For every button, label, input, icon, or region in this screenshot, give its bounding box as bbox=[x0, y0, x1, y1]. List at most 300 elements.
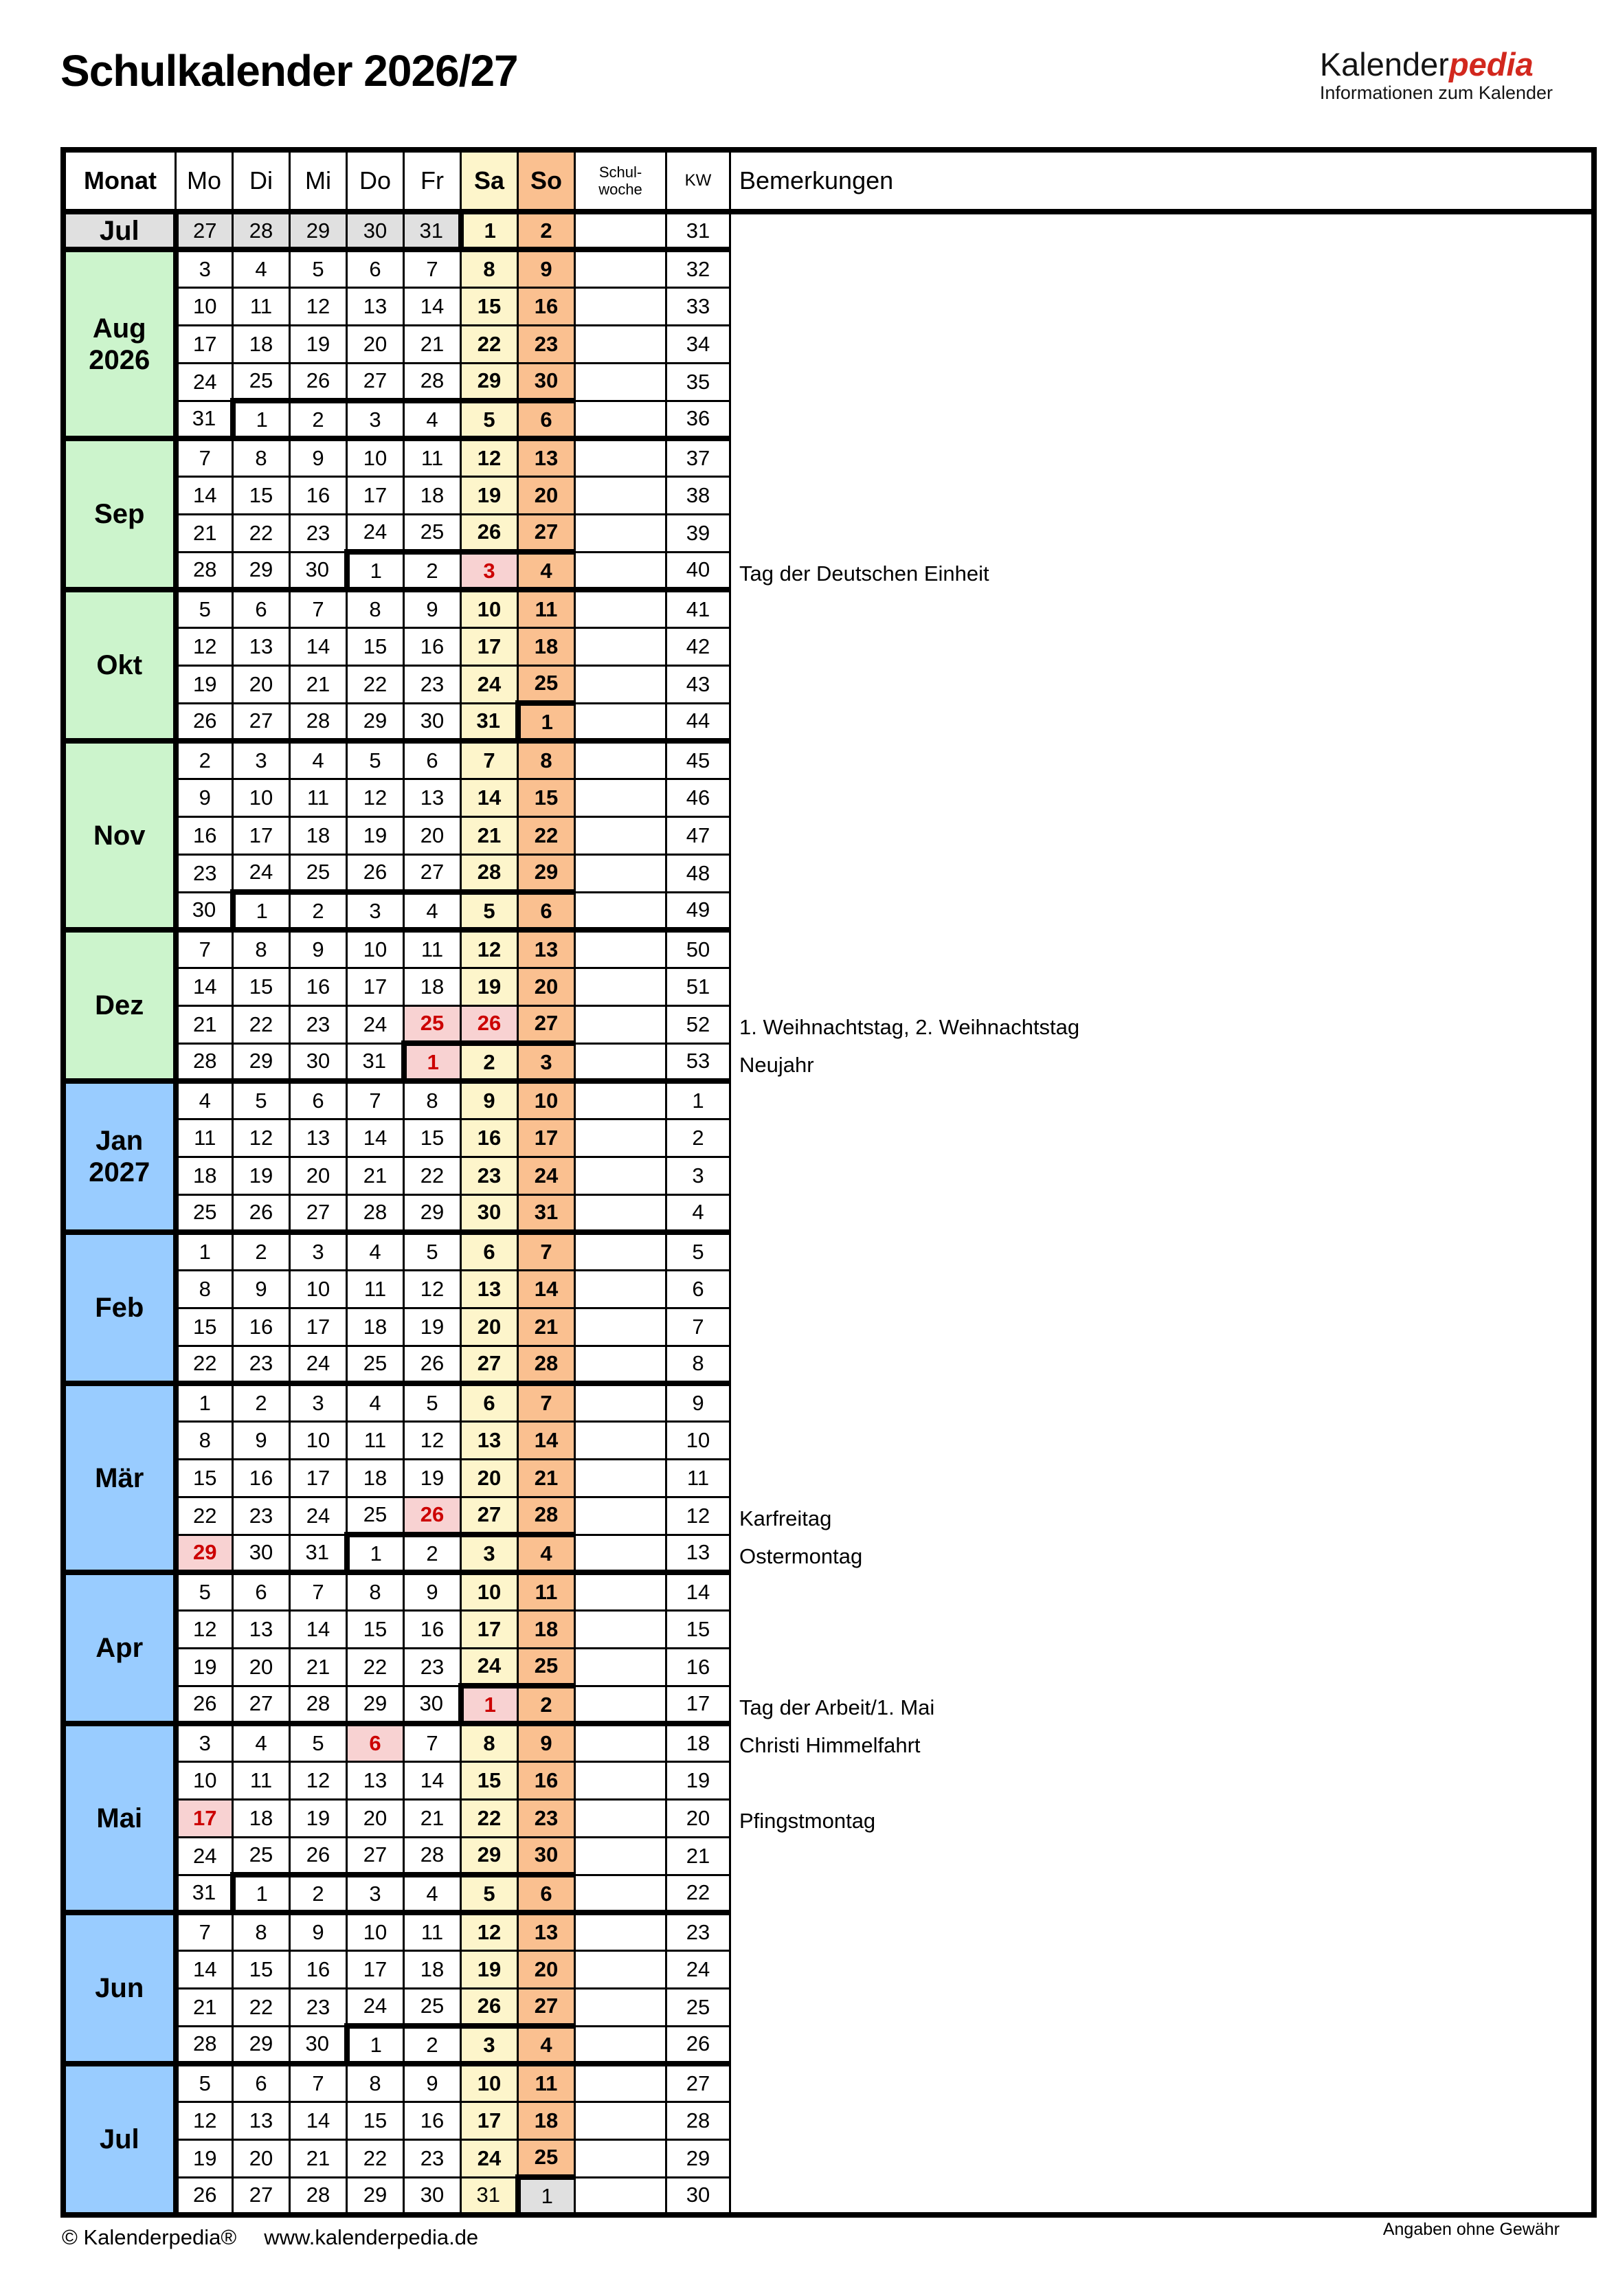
day-cell: 14 bbox=[176, 476, 233, 514]
day-cell: 25 bbox=[290, 854, 347, 892]
schulwoche-cell bbox=[575, 1232, 666, 1270]
schulwoche-cell bbox=[575, 212, 666, 249]
day-cell: 23 bbox=[233, 1346, 290, 1383]
schulwoche-cell bbox=[575, 741, 666, 779]
schulwoche-cell bbox=[575, 627, 666, 665]
month-cell-sep: Sep bbox=[63, 438, 176, 590]
kw-cell: 25 bbox=[666, 1988, 730, 2026]
day-cell: 17 bbox=[176, 325, 233, 363]
day-cell: 23 bbox=[290, 1005, 347, 1043]
day-cell: 28 bbox=[518, 1346, 575, 1383]
day-cell: 15 bbox=[347, 1610, 404, 1648]
day-cell: 28 bbox=[518, 1497, 575, 1535]
day-cell: 15 bbox=[347, 627, 404, 665]
day-cell: 2 bbox=[518, 1686, 575, 1724]
month-cell-jul: Jul bbox=[63, 2064, 176, 2215]
day-cell: 8 bbox=[176, 1270, 233, 1308]
header-day-so: So bbox=[518, 150, 575, 212]
day-cell: 9 bbox=[290, 438, 347, 476]
day-cell: 11 bbox=[404, 930, 461, 968]
day-cell: 11 bbox=[518, 1572, 575, 1610]
day-cell: 13 bbox=[347, 287, 404, 325]
day-cell: 15 bbox=[347, 2102, 404, 2139]
schulwoche-cell bbox=[575, 1572, 666, 1610]
kw-cell: 33 bbox=[666, 287, 730, 325]
day-cell: 13 bbox=[233, 627, 290, 665]
day-cell: 9 bbox=[290, 1913, 347, 1950]
day-cell: 21 bbox=[518, 1459, 575, 1497]
day-cell: 22 bbox=[518, 816, 575, 854]
day-cell: 24 bbox=[461, 2139, 518, 2177]
day-cell: 27 bbox=[233, 2177, 290, 2215]
holiday-remark: Neujahr bbox=[739, 1053, 814, 1077]
day-cell: 12 bbox=[404, 1270, 461, 1308]
day-cell: 17 bbox=[461, 627, 518, 665]
day-cell: 9 bbox=[461, 1081, 518, 1119]
day-cell: 28 bbox=[176, 1043, 233, 1081]
day-cell: 17 bbox=[233, 816, 290, 854]
day-cell: 7 bbox=[461, 741, 518, 779]
day-cell: 4 bbox=[347, 1232, 404, 1270]
kw-cell: 50 bbox=[666, 930, 730, 968]
holiday-remark: Tag der Arbeit/1. Mai bbox=[739, 1695, 935, 1719]
day-cell: 4 bbox=[404, 401, 461, 438]
day-cell: 2 bbox=[290, 892, 347, 930]
day-cell: 25 bbox=[176, 1194, 233, 1232]
kw-cell: 2 bbox=[666, 1119, 730, 1157]
day-cell: 23 bbox=[404, 665, 461, 703]
day-cell: 6 bbox=[233, 590, 290, 627]
day-cell: 16 bbox=[404, 2102, 461, 2139]
day-cell: 22 bbox=[461, 1799, 518, 1837]
day-cell: 5 bbox=[404, 1232, 461, 1270]
header-monat: Monat bbox=[63, 150, 176, 212]
day-cell: 21 bbox=[176, 1005, 233, 1043]
day-cell: 6 bbox=[404, 741, 461, 779]
day-cell: 4 bbox=[404, 1875, 461, 1913]
day-cell: 7 bbox=[176, 438, 233, 476]
kw-cell: 36 bbox=[666, 401, 730, 438]
logo-text-black: Kalender bbox=[1319, 46, 1449, 82]
day-cell: 28 bbox=[176, 2026, 233, 2064]
day-cell: 25 bbox=[518, 1648, 575, 1686]
day-cell: 10 bbox=[290, 1270, 347, 1308]
page-title: Schulkalender 2026/27 bbox=[60, 46, 518, 96]
day-cell: 8 bbox=[233, 438, 290, 476]
day-cell: 24 bbox=[518, 1157, 575, 1194]
day-cell: 24 bbox=[290, 1497, 347, 1535]
day-cell: 22 bbox=[176, 1497, 233, 1535]
day-cell: 2 bbox=[233, 1383, 290, 1421]
day-cell: 19 bbox=[233, 1157, 290, 1194]
day-cell: 18 bbox=[290, 816, 347, 854]
day-cell: 17 bbox=[290, 1308, 347, 1346]
day-cell: 29 bbox=[461, 363, 518, 401]
schulwoche-cell bbox=[575, 2177, 666, 2215]
kw-cell: 39 bbox=[666, 514, 730, 552]
day-cell: 25 bbox=[347, 1497, 404, 1535]
day-cell: 16 bbox=[404, 627, 461, 665]
day-cell: 6 bbox=[233, 1572, 290, 1610]
day-cell: 3 bbox=[461, 2026, 518, 2064]
day-cell: 24 bbox=[461, 665, 518, 703]
day-cell: 28 bbox=[347, 1194, 404, 1232]
month-cell-apr: Apr bbox=[63, 1572, 176, 1724]
day-cell: 8 bbox=[518, 741, 575, 779]
day-cell: 3 bbox=[461, 1535, 518, 1572]
day-cell: 20 bbox=[404, 816, 461, 854]
day-cell: 28 bbox=[290, 2177, 347, 2215]
day-cell: 2 bbox=[290, 401, 347, 438]
day-cell: 30 bbox=[347, 212, 404, 249]
day-cell: 3 bbox=[290, 1232, 347, 1270]
day-cell: 17 bbox=[347, 1950, 404, 1988]
kw-cell: 19 bbox=[666, 1761, 730, 1799]
day-cell: 29 bbox=[233, 552, 290, 590]
day-cell: 14 bbox=[404, 1761, 461, 1799]
day-cell: 20 bbox=[461, 1459, 518, 1497]
day-cell: 18 bbox=[404, 476, 461, 514]
day-cell: 16 bbox=[518, 287, 575, 325]
day-cell: 18 bbox=[233, 1799, 290, 1837]
day-cell: 22 bbox=[233, 514, 290, 552]
kw-cell: 38 bbox=[666, 476, 730, 514]
day-cell: 21 bbox=[176, 1988, 233, 2026]
kw-cell: 4 bbox=[666, 1194, 730, 1232]
day-cell: 30 bbox=[290, 1043, 347, 1081]
day-cell: 21 bbox=[347, 1157, 404, 1194]
header-day-do: Do bbox=[347, 150, 404, 212]
day-cell: 5 bbox=[290, 249, 347, 287]
day-cell: 5 bbox=[176, 2064, 233, 2102]
schulwoche-cell bbox=[575, 552, 666, 590]
day-cell: 30 bbox=[461, 1194, 518, 1232]
day-cell: 28 bbox=[290, 703, 347, 741]
month-cell-dez: Dez bbox=[63, 930, 176, 1081]
day-cell: 12 bbox=[290, 1761, 347, 1799]
day-cell: 23 bbox=[518, 325, 575, 363]
day-cell: 16 bbox=[290, 476, 347, 514]
day-cell: 7 bbox=[176, 930, 233, 968]
day-cell: 11 bbox=[176, 1119, 233, 1157]
schulwoche-cell bbox=[575, 930, 666, 968]
header-row bbox=[63, 150, 1594, 212]
day-cell: 12 bbox=[347, 779, 404, 816]
day-cell: 24 bbox=[347, 1988, 404, 2026]
day-cell: 17 bbox=[290, 1459, 347, 1497]
kw-cell: 32 bbox=[666, 249, 730, 287]
day-cell: 14 bbox=[290, 627, 347, 665]
day-cell: 26 bbox=[347, 854, 404, 892]
day-cell: 25 bbox=[233, 1837, 290, 1875]
schulwoche-cell bbox=[575, 1610, 666, 1648]
day-cell: 23 bbox=[290, 1988, 347, 2026]
month-cell-okt: Okt bbox=[63, 590, 176, 741]
day-cell: 21 bbox=[461, 816, 518, 854]
day-cell: 24 bbox=[290, 1346, 347, 1383]
schulwoche-cell bbox=[575, 1119, 666, 1157]
kw-cell: 30 bbox=[666, 2177, 730, 2215]
day-cell: 23 bbox=[404, 2139, 461, 2177]
schulwoche-cell bbox=[575, 287, 666, 325]
day-cell: 12 bbox=[461, 1913, 518, 1950]
day-cell: 4 bbox=[233, 249, 290, 287]
month-cell-mär: Mär bbox=[63, 1383, 176, 1572]
day-cell: 19 bbox=[290, 1799, 347, 1837]
day-cell: 17 bbox=[347, 968, 404, 1005]
day-cell: 30 bbox=[290, 552, 347, 590]
schulwoche-cell bbox=[575, 1988, 666, 2026]
day-cell: 30 bbox=[176, 892, 233, 930]
kw-cell: 22 bbox=[666, 1875, 730, 1913]
day-cell: 7 bbox=[290, 590, 347, 627]
schulwoche-cell bbox=[575, 968, 666, 1005]
header-day-sa: Sa bbox=[461, 150, 518, 212]
day-cell: 29 bbox=[233, 1043, 290, 1081]
schulwoche-cell bbox=[575, 1799, 666, 1837]
day-cell: 19 bbox=[404, 1308, 461, 1346]
day-cell: 9 bbox=[404, 1572, 461, 1610]
kw-cell: 3 bbox=[666, 1157, 730, 1194]
day-cell: 8 bbox=[233, 930, 290, 968]
day-cell: 1 bbox=[518, 703, 575, 741]
day-cell: 27 bbox=[461, 1346, 518, 1383]
day-cell: 18 bbox=[404, 968, 461, 1005]
day-cell: 2 bbox=[233, 1232, 290, 1270]
day-cell: 10 bbox=[233, 779, 290, 816]
day-cell: 26 bbox=[290, 1837, 347, 1875]
kw-cell: 16 bbox=[666, 1648, 730, 1686]
day-cell: 6 bbox=[518, 1875, 575, 1913]
day-cell: 13 bbox=[461, 1270, 518, 1308]
day-cell: 1 bbox=[176, 1383, 233, 1421]
schulwoche-cell bbox=[575, 1875, 666, 1913]
schulwoche-cell bbox=[575, 1913, 666, 1950]
day-cell: 16 bbox=[404, 1610, 461, 1648]
schulwoche-cell bbox=[575, 1081, 666, 1119]
day-cell: 17 bbox=[347, 476, 404, 514]
day-cell: 11 bbox=[404, 438, 461, 476]
day-cell: 27 bbox=[233, 703, 290, 741]
day-cell: 22 bbox=[347, 2139, 404, 2177]
day-cell: 20 bbox=[518, 968, 575, 1005]
day-cell: 11 bbox=[347, 1270, 404, 1308]
kw-cell: 40 bbox=[666, 552, 730, 590]
day-cell: 2 bbox=[461, 1043, 518, 1081]
month-cell-aug-2026: Aug 2026 bbox=[63, 249, 176, 438]
schulwoche-cell bbox=[575, 1308, 666, 1346]
schulwoche-cell bbox=[575, 1497, 666, 1535]
footer-disclaimer: Angaben ohne Gewähr bbox=[1382, 2220, 1560, 2239]
day-cell: 22 bbox=[461, 325, 518, 363]
day-cell: 28 bbox=[233, 212, 290, 249]
day-cell: 7 bbox=[290, 2064, 347, 2102]
day-cell: 7 bbox=[518, 1232, 575, 1270]
kw-cell: 47 bbox=[666, 816, 730, 854]
day-cell: 6 bbox=[347, 1724, 404, 1761]
day-cell: 27 bbox=[290, 1194, 347, 1232]
day-cell: 27 bbox=[347, 363, 404, 401]
day-cell: 23 bbox=[233, 1497, 290, 1535]
day-cell: 25 bbox=[347, 1346, 404, 1383]
day-cell: 19 bbox=[290, 325, 347, 363]
schulwoche-cell bbox=[575, 438, 666, 476]
day-cell: 14 bbox=[347, 1119, 404, 1157]
day-cell: 22 bbox=[404, 1157, 461, 1194]
header-kw: KW bbox=[666, 150, 730, 212]
day-cell: 31 bbox=[347, 1043, 404, 1081]
day-cell: 19 bbox=[461, 1950, 518, 1988]
day-cell: 15 bbox=[461, 287, 518, 325]
schulwoche-cell bbox=[575, 514, 666, 552]
day-cell: 3 bbox=[347, 892, 404, 930]
day-cell: 22 bbox=[233, 1988, 290, 2026]
day-cell: 4 bbox=[176, 1081, 233, 1119]
kw-cell: 49 bbox=[666, 892, 730, 930]
day-cell: 29 bbox=[518, 854, 575, 892]
kw-cell: 52 bbox=[666, 1005, 730, 1043]
day-cell: 14 bbox=[518, 1421, 575, 1459]
day-cell: 14 bbox=[176, 968, 233, 1005]
day-cell: 5 bbox=[233, 1081, 290, 1119]
day-cell: 26 bbox=[461, 1005, 518, 1043]
kw-cell: 27 bbox=[666, 2064, 730, 2102]
day-cell: 18 bbox=[233, 325, 290, 363]
day-cell: 31 bbox=[518, 1194, 575, 1232]
day-cell: 16 bbox=[176, 816, 233, 854]
day-cell: 13 bbox=[233, 2102, 290, 2139]
day-cell: 27 bbox=[461, 1497, 518, 1535]
holiday-remark: Ostermontag bbox=[739, 1544, 863, 1568]
day-cell: 26 bbox=[404, 1346, 461, 1383]
day-cell: 9 bbox=[290, 930, 347, 968]
day-cell: 17 bbox=[176, 1799, 233, 1837]
day-cell: 1 bbox=[233, 1875, 290, 1913]
day-cell: 15 bbox=[176, 1308, 233, 1346]
day-cell: 12 bbox=[461, 930, 518, 968]
day-cell: 12 bbox=[176, 627, 233, 665]
day-cell: 25 bbox=[518, 2139, 575, 2177]
day-cell: 3 bbox=[176, 249, 233, 287]
day-cell: 8 bbox=[404, 1081, 461, 1119]
schulwoche-cell bbox=[575, 703, 666, 741]
day-cell: 10 bbox=[347, 930, 404, 968]
day-cell: 16 bbox=[290, 1950, 347, 1988]
day-cell: 23 bbox=[176, 854, 233, 892]
day-cell: 4 bbox=[290, 741, 347, 779]
day-cell: 3 bbox=[176, 1724, 233, 1761]
day-cell: 13 bbox=[518, 438, 575, 476]
day-cell: 24 bbox=[176, 1837, 233, 1875]
day-cell: 10 bbox=[290, 1421, 347, 1459]
day-cell: 19 bbox=[461, 968, 518, 1005]
day-cell: 23 bbox=[404, 1648, 461, 1686]
day-cell: 21 bbox=[404, 325, 461, 363]
day-cell: 18 bbox=[518, 1610, 575, 1648]
kw-cell: 28 bbox=[666, 2102, 730, 2139]
day-cell: 12 bbox=[233, 1119, 290, 1157]
day-cell: 26 bbox=[461, 514, 518, 552]
day-cell: 12 bbox=[461, 438, 518, 476]
day-cell: 20 bbox=[233, 1648, 290, 1686]
day-cell: 15 bbox=[233, 1950, 290, 1988]
day-cell: 14 bbox=[404, 287, 461, 325]
day-cell: 22 bbox=[347, 665, 404, 703]
day-cell: 28 bbox=[290, 1686, 347, 1724]
day-cell: 7 bbox=[176, 1913, 233, 1950]
kw-cell: 7 bbox=[666, 1308, 730, 1346]
day-cell: 20 bbox=[347, 1799, 404, 1837]
day-cell: 22 bbox=[233, 1005, 290, 1043]
header-schulwoche: Schul- woche bbox=[575, 150, 666, 212]
logo-wordmark bbox=[1320, 48, 1553, 81]
day-cell: 22 bbox=[347, 1648, 404, 1686]
day-cell: 24 bbox=[233, 854, 290, 892]
kalenderpedia-logo bbox=[1320, 48, 1553, 103]
day-cell: 30 bbox=[518, 1837, 575, 1875]
day-cell: 28 bbox=[404, 363, 461, 401]
day-cell: 26 bbox=[404, 1497, 461, 1535]
week-row-kw-31 bbox=[63, 212, 1594, 249]
kw-cell: 43 bbox=[666, 665, 730, 703]
kw-cell: 14 bbox=[666, 1572, 730, 1610]
day-cell: 3 bbox=[347, 1875, 404, 1913]
day-cell: 13 bbox=[518, 1913, 575, 1950]
day-cell: 12 bbox=[290, 287, 347, 325]
day-cell: 9 bbox=[518, 1724, 575, 1761]
schulwoche-cell bbox=[575, 1950, 666, 1988]
day-cell: 12 bbox=[176, 1610, 233, 1648]
kw-cell: 35 bbox=[666, 363, 730, 401]
schulwoche-cell bbox=[575, 1459, 666, 1497]
schulwoche-cell bbox=[575, 1837, 666, 1875]
day-cell: 1 bbox=[461, 212, 518, 249]
day-cell: 7 bbox=[290, 1572, 347, 1610]
day-cell: 12 bbox=[404, 1421, 461, 1459]
day-cell: 5 bbox=[176, 590, 233, 627]
schulwoche-cell bbox=[575, 1421, 666, 1459]
day-cell: 31 bbox=[404, 212, 461, 249]
schulwoche-cell bbox=[575, 1043, 666, 1081]
day-cell: 25 bbox=[404, 1988, 461, 2026]
day-cell: 8 bbox=[347, 2064, 404, 2102]
kw-cell: 26 bbox=[666, 2026, 730, 2064]
day-cell: 29 bbox=[461, 1837, 518, 1875]
day-cell: 5 bbox=[404, 1383, 461, 1421]
schulwoche-cell bbox=[575, 1157, 666, 1194]
day-cell: 9 bbox=[233, 1421, 290, 1459]
day-cell: 3 bbox=[461, 552, 518, 590]
day-cell: 9 bbox=[233, 1270, 290, 1308]
day-cell: 27 bbox=[233, 1686, 290, 1724]
day-cell: 14 bbox=[176, 1950, 233, 1988]
day-cell: 24 bbox=[347, 1005, 404, 1043]
bemerkungen-column bbox=[730, 212, 1595, 2215]
footer-url: www.kalenderpedia.de bbox=[264, 2225, 479, 2249]
day-cell: 27 bbox=[518, 514, 575, 552]
day-cell: 18 bbox=[404, 1950, 461, 1988]
schulwoche-cell bbox=[575, 1346, 666, 1383]
day-cell: 6 bbox=[461, 1383, 518, 1421]
kw-cell: 37 bbox=[666, 438, 730, 476]
kw-cell: 12 bbox=[666, 1497, 730, 1535]
day-cell: 26 bbox=[461, 1988, 518, 2026]
day-cell: 21 bbox=[518, 1308, 575, 1346]
footer-copyright bbox=[62, 2225, 478, 2250]
month-cell-feb: Feb bbox=[63, 1232, 176, 1383]
day-cell: 15 bbox=[233, 968, 290, 1005]
day-cell: 10 bbox=[347, 1913, 404, 1950]
